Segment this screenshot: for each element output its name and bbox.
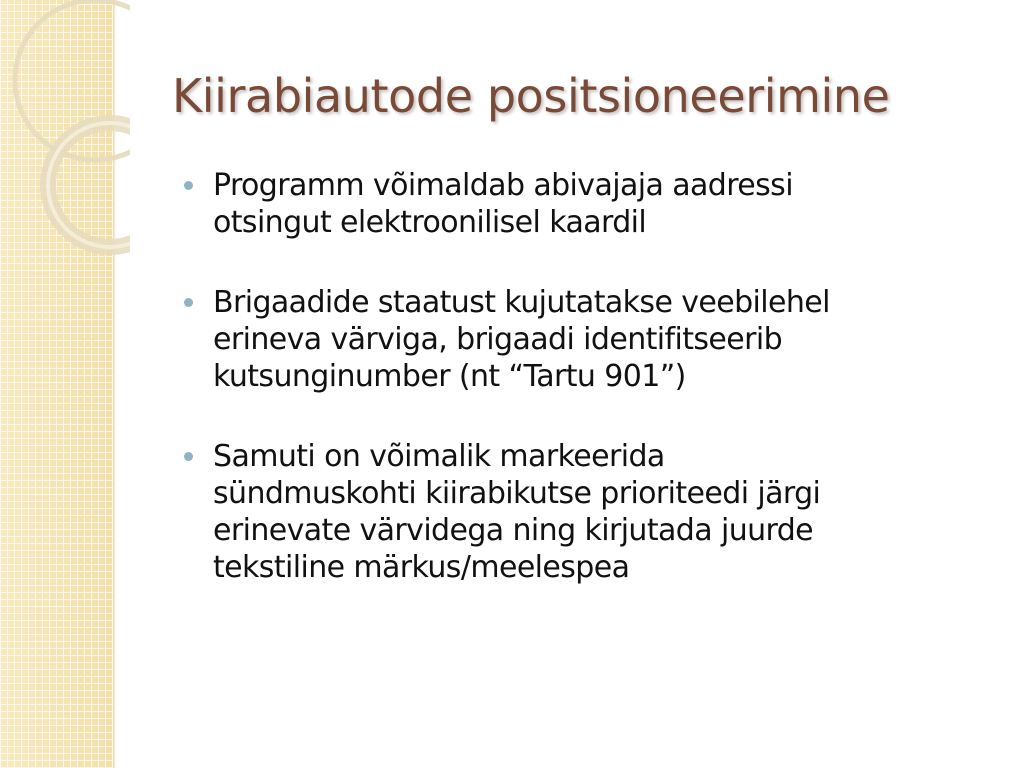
bullet-item-incident-marking	[184, 438, 974, 586]
bullet-line: otsingut elektroonilisel kaardil	[213, 205, 647, 240]
bullet-line: Samuti on võimalik markeerida	[213, 439, 665, 474]
bullet-dot-icon	[184, 298, 193, 307]
bullet-line: Programm võimaldab abivajaja aadressi	[213, 168, 793, 203]
bullet-dot-icon	[184, 452, 193, 461]
bullet-item-address-search	[184, 167, 974, 241]
bullet-line: kutsunginumber (nt “Tartu 901”)	[213, 359, 686, 394]
bullet-line: erineva värviga, brigaadi identifitseerib	[213, 322, 783, 357]
bullet-dot-icon	[184, 181, 193, 190]
bullet-list	[184, 167, 974, 629]
bullet-line: sündmuskohti kiirabikutse prioriteedi järgi	[213, 476, 821, 511]
decorative-rings	[0, 0, 130, 300]
bullet-line: tekstiline märkus/meelespea	[213, 550, 630, 585]
decorative-ring-small	[48, 123, 130, 247]
slide-title: Kiirabiautode positsioneerimine	[172, 69, 890, 123]
bullet-line: Brigaadide staatust kujutatakse veebilehel	[213, 285, 830, 320]
bullet-item-brigade-status	[184, 284, 974, 395]
bullet-line: erinevate värvidega ning kirjutada juurde	[213, 513, 814, 548]
